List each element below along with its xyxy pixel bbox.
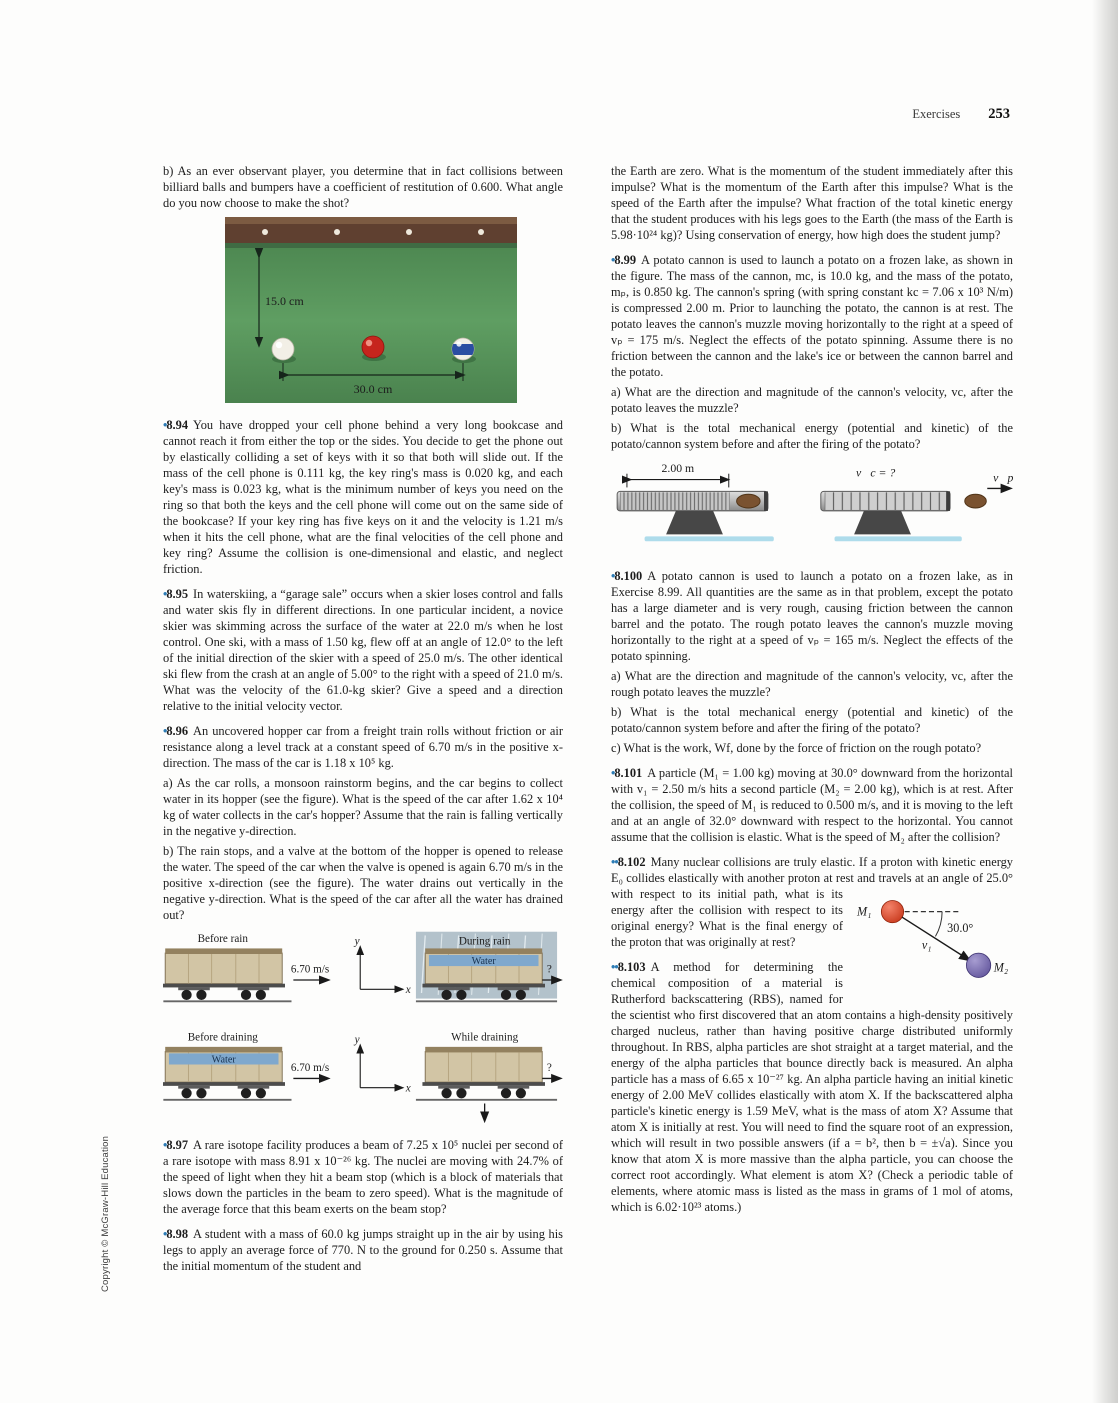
y-axis-label-top: y: [354, 935, 360, 948]
problem-text: a) What are the direction and magnitude of the cannon's velocity, vc, after the potato leaves the muzzle?: [611, 385, 1013, 415]
speed-label-top: 6.70 m/s: [290, 963, 330, 976]
cannon-velocity-label: v⃗c = ?: [856, 466, 896, 480]
problem-bullet: •: [163, 587, 167, 601]
problem-8-100: [611, 568, 1013, 664]
hopper-car-figure: [163, 928, 563, 1128]
problem-text: b) What is the total mechanical energy (potential and kinetic) of the potato/cannon system before and after the firing of the potato?: [611, 705, 1013, 735]
problem-number: 8.103: [617, 960, 646, 974]
m1-label: M₁: [857, 904, 872, 919]
problem-8-96: [163, 723, 563, 771]
problem-text: A rare isotope facility produces a beam of 7.25 x 10⁵ nuclei per second of a rare isotope with mass 8.91 x 10⁻²⁶ kg. The nuclei are moving with 24.7% of the speed of light when they hit a beam stop (which is a block of materials that slows down the particles in the beam to zero speed). What is the magnitude of the average force that this beam exerts on the beam stop?: [163, 1138, 563, 1216]
particle-m1-ball: [881, 900, 903, 922]
problem-text: A particle (M₁ = 1.00 kg) moving at 30.0° downward from the horizontal with v₁ = 2.50 m/s hits a second particle (M₂ = 2.00 kg), which is at rest. After the collision, the speed of M₁ is reduced to 0.500 m/s, and it is moving to the left and at an angle of 32.0° downward with respect to the horizontal. You cannot assume that the collision is elastic. What is the speed of M₂ after the collision?: [611, 766, 1013, 844]
m2-label: M₂: [993, 960, 1009, 975]
problem-text: Many nuclear collisions are truly elastic. If a proton with kinetic energy E₀ collides elastically with another proton at rest and: [611, 855, 1013, 885]
while-draining-label: While draining: [451, 1031, 519, 1044]
billiard-table-figure: [163, 217, 563, 408]
problem-number: 8.96: [166, 724, 189, 738]
problem-text: A method for determining the chemical composition of a material is Rutherford backscattering (RBS), named for the scientist who first discovered that an atom contains a high-density positively charged nucleus, rather than having positive charge distributed uniformly throughout. In RBS, alpha particles are shot straight at a target material, and the energy of the alpha particles that bounce directly back is measured. An alpha particle has a mass of 6.65 x 10⁻²⁷ kg. An alpha particle having an initial kinetic energy of 2.00 MeV collides elastically with atom X. If the backscattered alpha particle's kinetic energy is 1.59 MeV, what is the mass of atom X? Assume that atom X is initially at rest. You will need to find the square root of an expression, which will result in two possible answers (if a = b², then b = ±√a). Since you know that atom X is more massive than the alpha particle, you can choose the correct root accordingly. What element is atom X? (Check a periodic table of elements, where atomic mass is listed as the mass in grams of 1 mol of atoms, which is 6.02·10²³ atoms.): [611, 960, 1013, 1214]
table-felt: [225, 239, 517, 403]
problem-8-96-part-b: [163, 843, 563, 923]
problem-text: A student with a mass of 60.0 kg jumps straight up in the air by using his legs to apply an average force of 770. N to the ground for 0.250 s. Assume that the initial momentum of the student and: [163, 1227, 563, 1273]
problem-number: 8.98: [166, 1227, 189, 1241]
cannon-stand-right: [854, 511, 911, 535]
problem-text: You have dropped your cell phone behind a very long bookcase and cannot reach it from either the top or the sides. You decide to get the phone out by elastically colliding a set of keys with it so that both will slide out. If the mass of the cell phone is 0.111 kg, the key ring's mass is 0.020 kg, and each key's mass is 0.023 kg, what is the minimum number of keys you need on the ring so that both the keys and the cell phone will come out on the same side of the bookcase? If your key ring has five keys on it and the velocity is 1.21 m/s when it hits the cell phone, what are the final velocities of the cell phone and key ring? Assume the collision is one-dimensional and elastic, and neglect friction.: [163, 418, 563, 576]
ice-surface-right: [835, 536, 962, 541]
running-head: [912, 106, 1010, 123]
problem-8-96-part-a: [163, 775, 563, 839]
problem-8-99: [611, 252, 1013, 380]
billiard-width-label: 30.0 cm: [353, 382, 393, 396]
problem-bullet: •: [163, 724, 167, 738]
problem-text: the Earth are zero. What is the momentum of the student immediately after this impulse? What is the momentum of the Earth after this impulse? What is the speed of the Earth after the impulse? What fraction of the total kinetic energy that the student produces with his legs goes to the Earth (the mass of the Earth is 5.98·10²⁴ kg)? Using conservation of energy, how high does the student jump?: [611, 164, 1013, 242]
problem-8-99-part-b: [611, 420, 1013, 452]
hopper-car-drawing: [163, 928, 563, 1123]
axes-top: [354, 936, 411, 996]
problem-number: 8.102: [617, 855, 646, 869]
potato-velocity-label: v⃗p: [993, 471, 1013, 485]
water-label-top: Water: [471, 956, 496, 968]
unknown-label-bottom: ?: [546, 1062, 552, 1074]
problem-bullet: •: [611, 766, 615, 780]
problem-bullet: •: [611, 253, 615, 267]
angle-label: 30.0°: [947, 920, 974, 935]
problem-8-101: [611, 765, 1013, 845]
problem-8-100-part-b: [611, 704, 1013, 736]
problem-number: 8.101: [614, 766, 643, 780]
problem-text: a) As the car rolls, a monsoon rainstorm begins, and the car begins to collect water in its hopper (see the figure). What is the speed of the car after 1.62 x 10⁴ kg of water collects in the car's hopper? Assume that the rain is falling vertically in the negative y-direction.: [163, 776, 563, 838]
problem-8-103: [611, 959, 1013, 1215]
problem-bullet: •: [163, 418, 167, 432]
collision-drawing: [853, 888, 1013, 996]
problem-text: b) As an ever observant player, you determine that in fact collisions between billiard balls and bumpers have a coefficient of restitution of 0.600. What angle do you now choose to make the shot?: [163, 164, 563, 210]
unknown-label-top: ?: [546, 963, 552, 976]
problem-text: A potato cannon is used to launch a potato on a frozen lake, as shown in the figure. The mass of the cannon, mc, is 10.0 kg, and the mass of the potato, mₚ, is 0.850 kg. The cannon's spring (with spring constant kc = 7.06 x 10³ N/m) is compressed 2.00 m. Prior to launching the potato, the cannon is at rest. The potato leaves the cannon's muzzle moving horizontally to the right at a speed of vₚ = 175 m/s. Neglect the effects of the potato spinning. Assume there is no friction between the cannon and the lake's ice or between the cannon barrel and the potato.: [611, 253, 1013, 379]
hopper-car-before-rain: [163, 948, 285, 1000]
x-axis-label-top: x: [405, 984, 411, 996]
speed-label-bottom: 6.70 m/s: [290, 1062, 330, 1074]
problem-number: 8.100: [614, 569, 643, 583]
problem-8-94: [163, 417, 563, 577]
problem-number: 8.95: [166, 587, 189, 601]
x-axis-label-bottom: x: [405, 1082, 411, 1095]
during-rain-label: During rain: [458, 935, 511, 948]
problem-8-97: [163, 1137, 563, 1217]
particle-m2-ball: [966, 953, 990, 977]
before-rain-label: Before rain: [197, 932, 248, 945]
running-head-section: Exercises: [912, 107, 961, 121]
potato-cannon-drawing: [611, 460, 1013, 554]
problem-number: 8.94: [166, 418, 189, 432]
problem-text: In waterskiing, a “garage sale” occurs when a skier loses control and falls and water skis fly in different directions. In one particular incident, a novice skier was skimming across the surface of the water at 22.0 m/s when he lost control. One ski, with a mass of 1.50 kg, flew off at an angle of 12.0° to the left of the initial direction of the skier with a speed of 25.0 m/s. The other identical ski flew from the crash at an angle of 5.00° to the right with a speed of 21.0 m/s. What was the velocity of the 61.0-kg skier? Give a speed and a direction relative to the initial velocity vector.: [163, 587, 563, 713]
copyright-notice: Copyright © McGraw-Hill Education: [100, 1135, 111, 1292]
problem-text: An uncovered hopper car from a freight train rolls without friction or air resistance along a level track at a constant speed of 6.70 m/s in the positive x-direction. The mass of the car is 1.18 x 10⁵ kg.: [163, 724, 563, 770]
billiard-height-label: 15.0 cm: [265, 294, 304, 308]
compression-length-label: 2.00 m: [661, 461, 695, 475]
problem-text: a) What are the direction and magnitude of the cannon's velocity, vc, after the rough potato leaves the muzzle?: [611, 669, 1013, 699]
problem-bullet: •: [611, 569, 615, 583]
water-label-bottom: Water: [211, 1054, 236, 1066]
potato-in-barrel: [737, 494, 761, 508]
problem-text: b) The rain stops, and a valve at the bottom of the hopper is opened to release the water. The speed of the car when the valve is opened is again 6.70 m/s in the positive x-direction (see the figure). The water drains out vertically in the negative y-direction. What is the speed of the car after all the water has drained out?: [163, 844, 563, 922]
problem-8-98-continuation: [611, 163, 1013, 243]
problem-number: 8.97: [166, 1138, 189, 1152]
problem-8-100-part-c: [611, 740, 1013, 756]
problem-8-98: [163, 1226, 563, 1274]
problem-text: travels at an angle of 25.0° with respect to its initial path, what is its energy after the collision with respect to its original energy? What is the final energy of the proton that was originally at rest?: [611, 871, 1013, 949]
muzzle-left: [764, 491, 768, 511]
problem-8-100-part-a: [611, 668, 1013, 700]
y-axis-label-bottom: y: [354, 1034, 360, 1047]
problem-text: b) What is the total mechanical energy (potential and kinetic) of the potato/cannon system before and after the firing of the potato?: [611, 421, 1013, 451]
page-number: 253: [988, 106, 1010, 122]
collision-figure: [853, 888, 1013, 996]
problem-text: A potato cannon is used to launch a potato on a frozen lake, as in Exercise 8.99. All quantities are the same as in that problem, except the potato has a large diameter and is very rough, causing friction between the cannon barrel and the potato. The rough potato leaves the cannon's muzzle moving horizontally to the right at a speed of vₚ = 165 m/s. Neglect the effects of the potato spinning.: [611, 569, 1013, 663]
problem-bullet: •: [163, 1138, 167, 1152]
problem-part-b-continuation: [163, 163, 563, 211]
right-column: [611, 163, 1013, 1215]
problem-bullet: ••: [611, 855, 618, 869]
potato-cannon-figure: [611, 460, 1013, 559]
axes-bottom: [354, 1034, 411, 1094]
before-draining-label: Before draining: [187, 1031, 258, 1044]
muzzle-right: [946, 491, 950, 511]
hopper-car-while-draining: [422, 1047, 545, 1099]
extended-spring: [825, 492, 946, 510]
compressed-spring: [620, 492, 730, 510]
problem-bullet: ••: [611, 960, 618, 974]
problem-8-95: [163, 586, 563, 714]
billiard-table-drawing: [225, 217, 517, 403]
v1-label: v₁: [921, 938, 932, 953]
angle-arc: [935, 912, 942, 937]
page-edge-shading: [1092, 0, 1118, 1403]
problem-8-99-part-a: [611, 384, 1013, 416]
problem-bullet: •: [163, 1227, 167, 1241]
problem-text: c) What is the work, Wf, done by the force of friction on the rough potato?: [611, 741, 982, 755]
launched-potato: [965, 494, 987, 508]
cushion-edge: [225, 243, 517, 248]
ice-surface-left: [645, 536, 774, 541]
left-column: [163, 163, 563, 1274]
problem-number: 8.99: [614, 253, 637, 267]
cannon-stand-left: [666, 511, 723, 535]
